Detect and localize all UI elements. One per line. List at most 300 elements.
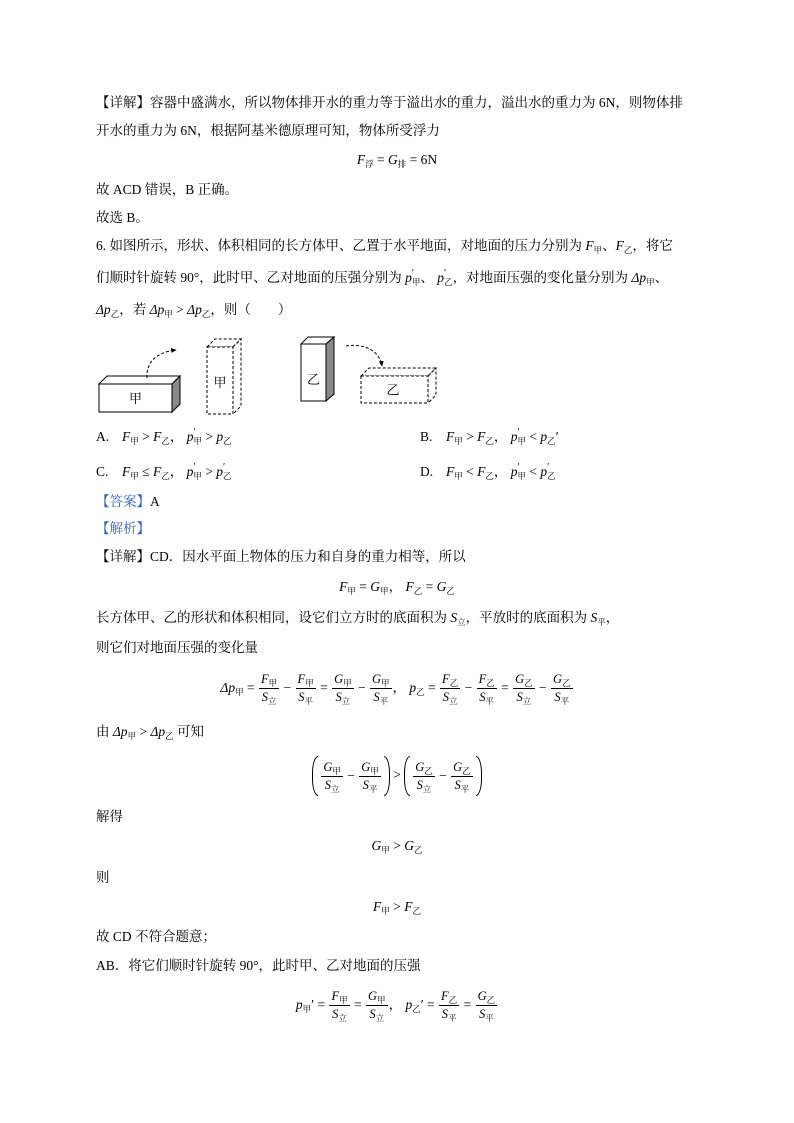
denominator — [370, 689, 392, 706]
script-stack — [450, 679, 459, 688]
variable-letter: G — [415, 760, 425, 775]
text-run: = — [424, 680, 440, 695]
script-stack — [462, 767, 471, 776]
text-run: ′ — [555, 429, 559, 444]
fraction — [451, 759, 473, 794]
script-stack — [461, 785, 470, 794]
math-variable — [113, 724, 136, 739]
script-stack — [381, 846, 390, 855]
math-variable — [323, 760, 341, 777]
text-run: 故选 B。 — [96, 210, 149, 225]
math-variable — [220, 680, 243, 695]
math-variable — [335, 690, 351, 707]
subscript: 乙 — [201, 309, 211, 319]
block-jia-flat-label: 甲 — [128, 391, 143, 406]
text-run: ≤ — [138, 464, 153, 479]
variable-letter: G — [453, 760, 463, 775]
script-stack — [269, 679, 278, 688]
subscript: 立 — [522, 696, 532, 707]
text-run: − — [461, 680, 476, 695]
denominator — [332, 689, 354, 706]
fraction — [477, 671, 497, 706]
variable-letter: G — [371, 838, 382, 853]
superscript: ′ — [547, 462, 550, 473]
script-stack — [377, 996, 386, 1005]
script-stack — [128, 732, 137, 741]
text-run: > — [462, 429, 478, 444]
variable-letter: G — [404, 838, 414, 853]
subscript: 平 — [485, 1013, 494, 1024]
math-variable — [368, 989, 386, 1006]
denominator — [413, 777, 435, 794]
script-stack — [342, 697, 351, 706]
math-variable — [437, 270, 452, 285]
text-run: = — [373, 152, 388, 167]
math-variable — [442, 690, 458, 707]
math-variable — [216, 429, 231, 444]
script-stack — [597, 618, 606, 627]
denominator — [321, 777, 343, 794]
fraction — [476, 988, 498, 1023]
variable-letter: p — [540, 429, 548, 444]
math-variable — [516, 690, 532, 707]
subscript: 乙 — [486, 678, 495, 689]
text-run: 、 — [654, 270, 669, 285]
subscript: 乙 — [412, 1004, 421, 1014]
variable-letter: S — [516, 690, 523, 705]
text-run: ， — [169, 429, 187, 444]
text-run: ，平放时的底面积为 — [465, 610, 591, 625]
variable-letter: G — [515, 672, 525, 687]
script-stack — [380, 697, 389, 706]
text-run: 、 — [602, 238, 616, 253]
math-variable — [540, 464, 555, 479]
math-variable — [405, 997, 420, 1012]
text-run: > — [172, 302, 188, 317]
subscript: 甲 — [164, 309, 173, 319]
script-stack — [164, 310, 173, 319]
script-stack — [304, 697, 313, 706]
variable-letter: G — [368, 989, 378, 1004]
math-variable — [150, 724, 173, 739]
variable-letter: G — [553, 672, 563, 687]
variable-letter: G — [361, 760, 371, 775]
text-run: 、 — [420, 270, 438, 285]
script-stack — [194, 429, 203, 446]
variable-letter: F — [152, 464, 162, 479]
math-variable — [298, 690, 313, 707]
variable-letter: Δp — [149, 302, 165, 317]
variable-letter: p — [186, 464, 194, 479]
answer-value: A — [150, 494, 160, 509]
text-run: 由 — [96, 724, 113, 739]
script-stack — [343, 679, 352, 688]
variable-letter: F — [404, 899, 413, 914]
text-run: 故 ACD 错误，B 正确。 — [96, 182, 239, 197]
math-variable — [369, 1007, 385, 1024]
math-variable — [515, 672, 533, 689]
text-run: ， — [169, 464, 187, 479]
math-variable — [334, 672, 352, 689]
subscript: 甲 — [347, 586, 356, 596]
variable-letter: F — [442, 672, 450, 687]
text-run: ， — [388, 579, 406, 594]
script-stack — [487, 996, 496, 1005]
math-variable — [477, 429, 494, 444]
option-c-content — [122, 464, 231, 479]
subscript: 甲 — [454, 471, 463, 481]
script-stack — [370, 767, 379, 776]
math-variable — [153, 429, 170, 444]
denominator — [440, 689, 460, 706]
variable-letter: F — [446, 464, 455, 479]
subscript: 乙 — [161, 471, 170, 481]
text-run: < — [526, 464, 541, 479]
variable-letter: p — [405, 270, 412, 285]
text-run: ′ = — [420, 997, 439, 1012]
subscript: 平 — [485, 696, 495, 707]
variable-letter: S — [332, 1007, 339, 1022]
subscript: 乙 — [547, 436, 556, 446]
math-variable — [631, 270, 654, 285]
subscript: 乙 — [412, 906, 421, 916]
analysis-step-4 — [96, 721, 204, 743]
script-stack — [423, 785, 432, 794]
subscript: 甲 — [517, 436, 527, 446]
math-variable — [331, 989, 348, 1006]
inequality-formula — [0, 752, 794, 798]
superscript: ′ — [411, 268, 415, 279]
script-stack — [338, 1014, 347, 1023]
text-run: 故 CD 不符合题意； — [96, 929, 217, 944]
subscript: 乙 — [416, 687, 425, 697]
math-variable — [553, 672, 571, 689]
subscript: 甲 — [305, 678, 314, 689]
fraction — [359, 759, 381, 794]
subscript: 甲 — [377, 995, 386, 1006]
denominator — [513, 689, 535, 706]
weight-comparison-formula — [0, 835, 794, 857]
script-stack — [130, 437, 139, 446]
subscript: 立 — [330, 784, 340, 795]
subscript: 乙 — [524, 678, 533, 689]
script-stack — [223, 437, 232, 446]
numerator — [329, 988, 349, 1006]
script-stack — [165, 732, 174, 741]
math-variable — [324, 778, 340, 795]
subscript: 乙 — [562, 678, 571, 689]
fraction — [366, 988, 388, 1023]
variable-letter: p — [510, 464, 518, 479]
script-stack — [646, 278, 655, 287]
subscript: 乙 — [449, 678, 459, 689]
script-stack — [381, 907, 390, 916]
text-run: 可知 — [173, 724, 205, 739]
math-variable — [477, 464, 494, 479]
fraction — [329, 988, 349, 1023]
text-run: ′ = — [311, 997, 329, 1012]
analysis-step-6 — [96, 867, 110, 889]
subscript: 甲 — [381, 678, 390, 689]
denominator — [296, 689, 316, 706]
text-run: 【详解】容器中盛满水，所以物体排开水的重力等于溢出水的重力，溢出水的重力为 6N，则物体排 — [96, 95, 683, 110]
script-stack — [380, 587, 389, 596]
variable-letter: p — [409, 680, 417, 695]
script-stack — [347, 587, 356, 596]
subscript: 甲 — [454, 436, 463, 446]
buoyancy-formula — [0, 149, 794, 171]
math-variable — [373, 899, 390, 914]
script-stack — [485, 437, 494, 446]
variable-letter: p — [437, 270, 445, 285]
variable-letter: F — [477, 464, 486, 479]
math-variable — [454, 778, 470, 795]
variable-letter: F — [331, 989, 340, 1004]
variable-letter: G — [334, 672, 344, 687]
subscript: 浮 — [365, 159, 374, 169]
subscript: 平 — [460, 784, 470, 795]
variable-letter: S — [554, 690, 561, 705]
fraction — [413, 759, 435, 794]
variable-letter: F — [261, 672, 269, 687]
option-b-content — [446, 429, 559, 444]
fraction — [259, 671, 279, 706]
math-variable — [409, 680, 424, 695]
text-run: = 6N — [406, 152, 438, 167]
text-run: 【详解】CD．因水平面上物体的压力和自身的重力相等，所以 — [96, 549, 466, 564]
parenthesized-group — [312, 756, 389, 796]
variable-letter: S — [454, 778, 461, 793]
math-variable — [296, 997, 311, 1012]
text-run: > — [201, 464, 217, 479]
math-variable — [297, 672, 314, 689]
variable-letter: S — [324, 778, 331, 793]
script-stack — [376, 1014, 385, 1023]
variable-letter: p — [510, 429, 518, 444]
subscript: 平 — [368, 784, 378, 795]
script-stack — [365, 160, 374, 169]
variable-letter: F — [585, 238, 594, 253]
script-stack — [518, 429, 527, 446]
script-stack — [331, 785, 340, 794]
subscript: 甲 — [193, 471, 202, 481]
numerator — [321, 759, 343, 777]
numerator — [451, 759, 473, 777]
variable-letter: p — [186, 429, 194, 444]
subscript: 乙 — [161, 436, 170, 446]
subscript: 甲 — [302, 1004, 312, 1014]
variable-letter: G — [370, 579, 381, 594]
text-run: ， — [605, 610, 620, 625]
block-yi-flat-top-face — [361, 368, 436, 376]
block-yi-flat-label: 乙 — [386, 382, 400, 398]
math-variable — [261, 672, 278, 689]
variable-letter: S — [479, 690, 486, 705]
superscript: ′ — [222, 462, 226, 473]
script-stack — [562, 679, 571, 688]
variable-letter: F — [405, 579, 414, 594]
variable-letter: F — [477, 429, 486, 444]
script-stack — [398, 160, 407, 169]
math-variable — [404, 899, 421, 914]
script-stack — [486, 697, 495, 706]
subscript: 立 — [341, 696, 351, 707]
numerator — [476, 988, 498, 1006]
math-variable — [187, 429, 202, 444]
denominator — [259, 689, 279, 706]
block-yi-upright — [301, 337, 334, 401]
script-stack — [594, 246, 603, 255]
subscript: 乙 — [424, 766, 433, 777]
block-jia-upright-side-face — [233, 339, 241, 414]
math-variable — [405, 579, 422, 594]
script-stack — [457, 618, 466, 627]
denominator — [366, 1006, 388, 1023]
option-a — [96, 426, 232, 448]
math-variable — [442, 672, 459, 689]
question-stem-line-3 — [96, 299, 291, 321]
math-variable — [450, 610, 465, 625]
analysis-step-7 — [96, 926, 216, 948]
answer-line — [96, 491, 160, 513]
variable-letter: p — [540, 464, 548, 479]
subscript: 乙 — [444, 277, 453, 287]
script-stack — [561, 697, 570, 706]
math-variable — [372, 838, 390, 853]
variable-letter: Δp — [631, 270, 647, 285]
text-run: < — [462, 464, 478, 479]
text-run: ，对地面压强的变化量分别为 — [452, 270, 632, 285]
variable-letter: S — [478, 1007, 486, 1022]
denominator — [451, 777, 473, 794]
numerator — [259, 671, 279, 689]
superscript: ′ — [444, 268, 447, 279]
fraction — [439, 988, 459, 1023]
text-run: = — [316, 680, 332, 695]
math-variable — [404, 838, 422, 853]
variable-letter: F — [297, 672, 306, 687]
denominator — [551, 689, 573, 706]
text-run: − — [435, 767, 451, 783]
script-stack — [412, 907, 421, 916]
math-variable — [405, 270, 420, 285]
right-parenthesis — [476, 756, 482, 796]
script-stack — [111, 310, 120, 319]
parenthesized-group — [404, 756, 481, 796]
text-run: 长方体甲、乙的形状和体积相同，设它们立方时的底面积为 — [96, 610, 451, 625]
variable-letter: G — [388, 152, 398, 167]
analysis-step-3 — [96, 637, 258, 659]
subscript: 立 — [375, 1013, 385, 1024]
math-variable — [616, 238, 633, 253]
superscript: ′ — [517, 427, 520, 438]
numerator — [413, 759, 435, 777]
rotate-arrow-jia-icon — [147, 350, 176, 378]
math-variable — [511, 429, 526, 444]
block-jia-upright-label: 甲 — [213, 375, 227, 390]
numerator — [366, 988, 388, 1006]
variable-letter: S — [441, 1007, 448, 1022]
subscript: 排 — [397, 159, 407, 169]
variable-letter: Δp — [112, 724, 128, 739]
superscript: ′ — [193, 462, 196, 473]
variable-letter: G — [436, 579, 447, 594]
denominator — [439, 1006, 459, 1023]
script-stack — [449, 996, 458, 1005]
variable-letter: F — [373, 899, 382, 914]
script-stack — [235, 688, 244, 697]
numerator — [439, 988, 459, 1006]
variable-letter: S — [298, 690, 305, 705]
text-run: ，则（ ） — [210, 302, 292, 317]
left-parenthesis — [404, 756, 410, 796]
math-variable — [415, 760, 433, 777]
denominator — [477, 689, 497, 706]
text-run: > — [389, 767, 405, 782]
conclusion-line — [96, 179, 238, 201]
superscript: ′ — [193, 427, 196, 438]
subscript: 甲 — [411, 277, 421, 287]
script-stack — [414, 846, 423, 855]
text-run: − — [354, 680, 369, 695]
math-variable — [388, 152, 406, 167]
text-run: 则 — [96, 870, 110, 885]
numerator — [359, 759, 381, 777]
variable-letter: F — [153, 429, 162, 444]
script-stack — [485, 472, 494, 481]
math-variable — [122, 464, 139, 479]
text-run: ，将它 — [632, 238, 673, 253]
script-stack — [414, 587, 423, 596]
subscript: 乙 — [413, 845, 423, 855]
parenthesis-content — [320, 758, 381, 794]
text-run: = — [355, 579, 371, 594]
text-run: 解得 — [96, 809, 123, 824]
math-variable — [441, 1007, 457, 1024]
subscript: 甲 — [268, 678, 278, 689]
math-variable — [441, 989, 458, 1006]
subscript: 甲 — [381, 845, 390, 855]
math-variable — [478, 1007, 494, 1024]
text-run: = — [243, 680, 258, 695]
parenthesis-content — [412, 758, 473, 794]
script-stack — [486, 679, 495, 688]
script-stack — [369, 785, 378, 794]
math-variable — [153, 464, 170, 479]
math-variable — [479, 690, 495, 707]
subscript: 甲 — [130, 471, 139, 481]
text-run: ， — [388, 997, 406, 1012]
text-run: 们顺时针旋转 90°，此时甲、乙对地面的压强分别为 — [96, 270, 406, 285]
rotation-figure — [90, 330, 450, 420]
detail-line-1 — [96, 92, 683, 114]
block-yi-upright-side-face — [326, 337, 334, 401]
variable-letter: p — [405, 997, 413, 1012]
rotated-pressure-formula — [0, 985, 794, 1025]
pressure-change-formula — [0, 668, 794, 708]
text-run: = — [460, 997, 475, 1012]
text-run: ， — [493, 464, 511, 479]
subscript: 乙 — [547, 471, 556, 481]
denominator — [359, 777, 381, 794]
denominator — [476, 1006, 498, 1023]
script-stack — [454, 437, 463, 446]
script-stack — [446, 587, 455, 596]
math-variable — [261, 690, 277, 707]
math-variable — [511, 464, 526, 479]
numerator — [332, 671, 354, 689]
math-variable — [122, 429, 139, 444]
